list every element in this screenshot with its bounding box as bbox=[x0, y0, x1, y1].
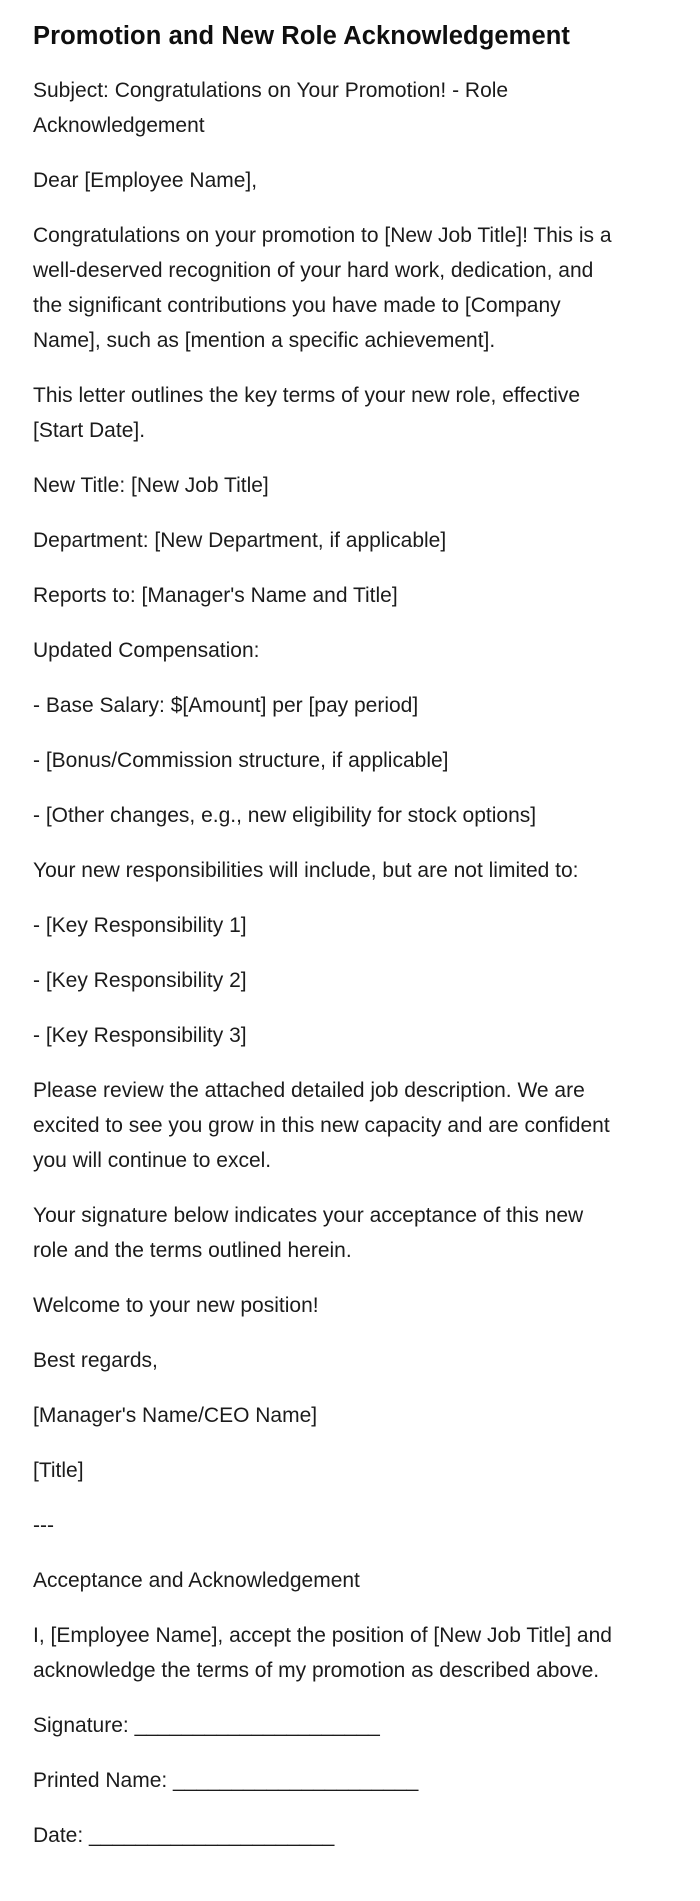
responsibility-item-2: - [Key Responsibility 2] bbox=[33, 969, 247, 992]
responsibilities-intro: Your new responsibilities will include, but are not limited to: bbox=[33, 859, 579, 882]
responsibility-item-3: - [Key Responsibility 3] bbox=[33, 1024, 247, 1047]
responsibility-item-1: - [Key Responsibility 1] bbox=[33, 914, 247, 937]
terms-intro-paragraph: This letter outlines the key terms of your new role, effective [Start Date]. bbox=[33, 384, 581, 442]
department-line: Department: [New Department, if applicable] bbox=[33, 529, 447, 552]
subject-line: Subject: Congratulations on Your Promotion! - Role Acknowledgement bbox=[33, 79, 509, 137]
compensation-heading: Updated Compensation: bbox=[33, 639, 260, 662]
signature-field-line: Signature: _____________________ bbox=[33, 1714, 380, 1737]
acceptance-heading: Acceptance and Acknowledgement bbox=[33, 1569, 360, 1592]
reports-to-line: Reports to: [Manager's Name and Title] bbox=[33, 584, 398, 607]
manager-name-line: [Manager's Name/CEO Name] bbox=[33, 1404, 318, 1427]
acceptance-statement: I, [Employee Name], accept the position of [New Job Title] and acknowledge the terms of my promotion as described above. bbox=[33, 1624, 612, 1682]
review-paragraph: Please review the attached detailed job description. We are excited to see you grow in this new capacity and are confident you will continue to excel. bbox=[33, 1079, 610, 1172]
intro-paragraph: Congratulations on your promotion to [New Job Title]! This is a well-deserved recognition of your hard work, dedication, and the significant contributions you have made to [Company Name], such as [mention a specific achievement]. bbox=[33, 224, 612, 352]
closing-line: Best regards, bbox=[33, 1349, 158, 1372]
date-field-line: Date: _____________________ bbox=[33, 1824, 335, 1847]
manager-title-line: [Title] bbox=[33, 1459, 84, 1482]
compensation-item-bonus: - [Bonus/Commission structure, if applicable] bbox=[33, 749, 449, 772]
new-title-line: New Title: [New Job Title] bbox=[33, 474, 269, 497]
document-title: Promotion and New Role Acknowledgement bbox=[33, 22, 570, 50]
printed-name-field-line: Printed Name: _____________________ bbox=[33, 1769, 419, 1792]
welcome-line: Welcome to your new position! bbox=[33, 1294, 319, 1317]
salutation: Dear [Employee Name], bbox=[33, 169, 258, 192]
compensation-item-base-salary: - Base Salary: $[Amount] per [pay period] bbox=[33, 694, 419, 717]
separator-dashes: --- bbox=[33, 1514, 54, 1537]
compensation-item-other: - [Other changes, e.g., new eligibility for stock options] bbox=[33, 804, 537, 827]
signature-acceptance-paragraph: Your signature below indicates your acceptance of this new role and the terms outlined herein. bbox=[33, 1204, 584, 1262]
